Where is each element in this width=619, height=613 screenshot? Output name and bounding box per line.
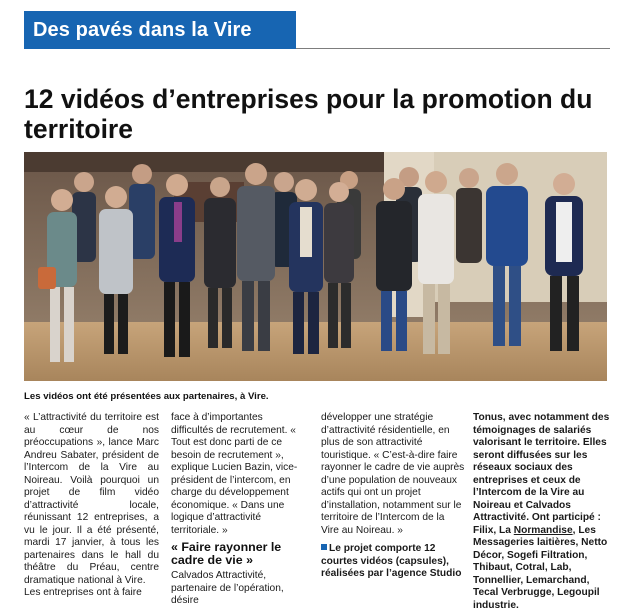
people-group [38, 163, 583, 362]
paragraph: développer une stratégie d’attractivité résidentielle, en plus de son attractivité touristique. « C’est-à-dire faire rayonner le cadre de vie auprès d’une population de nouveaux actifs qui ont un projet d’installation, notamment sur le territoire de l’Intercom de la Vire au Noireau. » [321, 412, 465, 536]
info-box [321, 543, 465, 581]
square-bullet-icon [321, 544, 327, 550]
headline: 12 vidéos d’entreprises pour la promotion du territoire [24, 84, 593, 144]
paragraph: Les entreprises ont à faire [24, 587, 142, 598]
info-box-continued: Tonus, avec notamment des témoignages de salariés valorisant le territoire. Elles seront diffusées sur les réseaux sociaux des entreprises et ceux de l’Intercom de la Vire au Noireau et Calvados Attractivité. Ont participé : Filix, La Normandise, Les Messageries laitières, Netto Décor, Sogefi Filtration, Thibaut, Cotral, Lab, Tonnellier, Lemarchand, Tecal Verbrugge, Legoupil industrie. [473, 412, 610, 611]
paragraph: Calvados Attractivité, partenaire de l’opération, désire [171, 570, 284, 606]
company-link: Normandise [513, 524, 573, 536]
article-column-4 [473, 412, 613, 612]
paragraph: « L’attractivité du territoire est au cœur de nos préoccupations », lance Marc Andreu Sabater, président de l’Intercom de la Vire au Noireau. Voilà pourquoi un projet de film vidéo d’attractivité locale, réunissant 12 entreprises, a vu le jour. Il a été présenté, mardi 17 janvier, à tous les partenaires dans le hall du théâtre du Préau, centre dramatique national à Vire. [24, 412, 159, 586]
section-rule [296, 48, 610, 49]
subheading: « Faire rayonner le cadre de vie » [171, 540, 282, 567]
group-photo [24, 152, 607, 381]
paragraph: face à d’importantes difficultés de recrutement. « Tout est donc parti de ce besoin de recrutement », explique Lucien Bazin, vice-président de l’intercom, en charge du développement économique. « Dans une logique d’attractivité territoriale. » [171, 412, 298, 536]
info-box-text: Le projet comporte 12 courtes vidéos (capsules), réalisées par l’agence Studio [321, 543, 462, 579]
article-column-3 [321, 412, 465, 581]
article-column-1 [24, 412, 159, 600]
photo-caption: Les vidéos ont été présentées aux partenaires, à Vire. [24, 391, 269, 402]
section-banner: Des pavés dans la Vire [24, 11, 296, 49]
article-column-2 [171, 412, 306, 608]
